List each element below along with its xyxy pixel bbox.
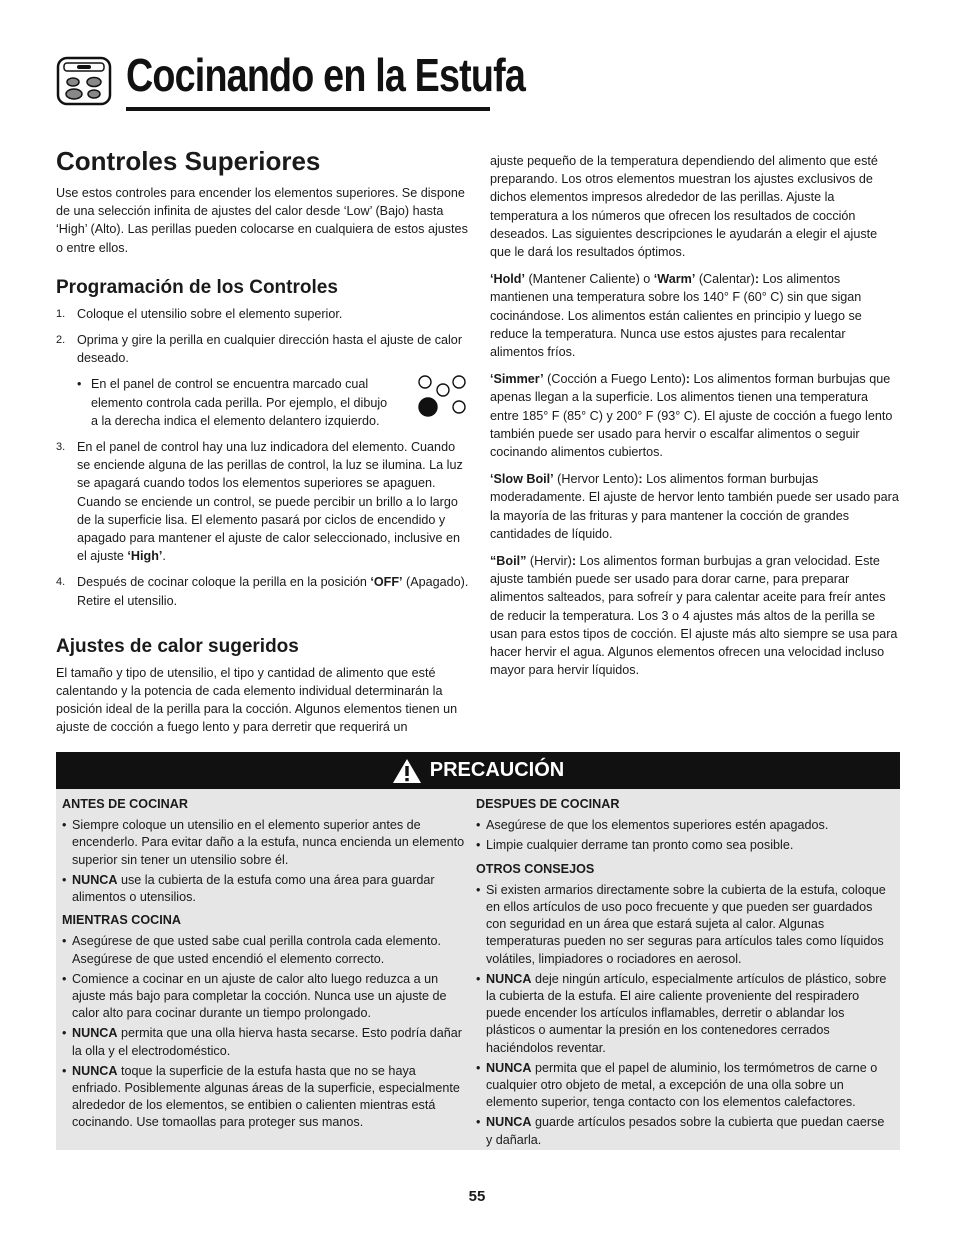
programming-steps [56, 305, 470, 368]
knob-indicator-note: • En el panel de control se encuentra marcado cual elemento controla cada perilla. Por ejemplo, el dibujo a la derecha indica el elemento delantero izquierdo. [56, 375, 470, 430]
list-item: • NUNCA permita que una olla hierva hasta secarse. Esto podría dañar la olla y el electrodoméstico. [62, 1025, 466, 1059]
title-underline [126, 107, 490, 111]
caution-left-column [62, 796, 466, 1138]
during-list [62, 933, 466, 1131]
step-2: 2. Oprima y gire la perilla en cualquier dirección hasta el ajuste de calor deseado. [56, 333, 463, 366]
cooktop-icon [56, 56, 112, 106]
left-column [56, 146, 470, 746]
after-heading: DESPUES DE COCINAR [476, 797, 620, 811]
list-item: • NUNCA permita que el papel de aluminio, los termómetros de carne o cualquier otro objeto de metal, a excepción de una olla sobre un elemento superior, tenga contacto con los elementos calefactores. [476, 1060, 894, 1112]
caution-box [56, 752, 900, 1150]
step-3: 3. En el panel de control hay una luz indicadora del elemento. Cuando se enciende alguna de las perillas de control, la luz se ilumina. La luz se apagará cuando todos los elementos superiores se apaguen. Cuando se enciende un control, se puede percibir un brillo a lo largo de la superficie lisa. El elemento pasará por ciclos de encendido y apagado para mantener el ajuste de calor seleccionado, inclusive en el ajuste ‘High’. [56, 440, 463, 564]
list-item: • Asegúrese de que usted sabe cual perilla controla cada elemento. Asegúrese de que usted encendió el elemento correcto. [62, 933, 466, 967]
list-item: • NUNCA toque la superficie de la estufa hasta que no se haya enfriado. Posiblemente algunas áreas de la superficie, especialmente alrededor de los elementos, se entibien o calienten mientras está cocinando. Use tomaollas para proteger sus manos. [62, 1063, 466, 1132]
before-list [62, 817, 466, 906]
page-number: 55 [468, 1188, 486, 1205]
during-heading: MIENTRAS COCINA [62, 913, 181, 928]
continuation-text: ajuste pequeño de la temperatura dependiendo del alimento que esté preparando. Los otros elementos muestran los ajustes exclusivos de dichos elementos impresos alrededor de las perillas. Ajuste la temperatura a los números que ofrecen los resultados de cocción deseados. Las siguientes descripciones le ayudarán a elegir el ajuste que le dará los resultados óptimos. [490, 154, 878, 260]
list-item: • NUNCA use la cubierta de la estufa como una área para guardar alimentos o utensilios. [62, 872, 466, 906]
page-header [56, 49, 526, 114]
setting-slow-boil: ‘Slow Boil’ (Hervor Lento): Los alimentos forman burbujas moderadamente. El ajuste de hervor lento también puede ser usado para la mayoría de las frituras y para mantener la cocción de grandes cantidades de líquido. [490, 472, 899, 541]
other-list [476, 882, 894, 1149]
suggested-title: Ajustes de calor sugeridos [56, 635, 299, 657]
step-1: 1. Coloque el utensilio sobre el elemento superior. [56, 306, 343, 321]
list-item: • Limpie cualquier derrame tan pronto como sea posible. [476, 837, 894, 854]
other-heading: OTROS CONSEJOS [476, 861, 595, 876]
setting-simmer: ‘Simmer’ (Cocción a Fuego Lento): Los alimentos forman burbujas que apenas llegan a la superficie. Los alimentos tienen una temperatura entre 185° F (85° C) y 200° F (93° C). El ajuste de cocción a fuego lento también puede ser usado para hervir o escalfar alimentos o seguir cocinando alimentos cubiertos. [490, 372, 893, 460]
list-item: • Comience a cocinar en un ajuste de calor alto luego reduzca a un ajuste más bajo para completar la cocción. Nunca use un ajuste de calor alto para cocinar durante un tiempo prolongado. [62, 971, 466, 1023]
page-title: Cocinando en la Estufa [126, 49, 526, 101]
list-item: • Si existen armarios directamente sobre la cubierta de la estufa, coloque en ellos artículos de uso poco frecuente y que pueden ser guardados con seguridad en un área que estará sujeta al calor. Algunas temperaturas pueden no ser seguras para artículos tales como líquidos volátiles, limpiadores o rociadores en aerosol. [476, 882, 894, 968]
programming-steps-cont [56, 438, 470, 610]
section-intro: Use estos controles para encender los elementos superiores. Se dispone de una selección infinita de ajustes del calor desde ‘Low’ (Bajo) hasta ‘High’ (Alto). Las perillas pueden colocarse en cualquiera de estos ajustes o entre ellos. [56, 186, 468, 255]
step-4: 4. Después de cocinar coloque la perilla en la posición ‘OFF’ (Apagado). Retire el utensilio. [56, 575, 469, 608]
after-list [476, 817, 894, 854]
setting-boil: “Boil” (Hervir): Los alimentos forman burbujas a gran velocidad. Este ajuste también puede ser usado para dorar carne, para preparar alimentos salteados, para sofreír y para calentar aceite para freír antes de reducir la temperatura. Los 3 o 4 ajustes más altos de la perilla se usan para estos tipos de cocción. El ajuste más alto siempre se usa para hacer hervir el agua. Algunos elementos ofrecen una velocidad incluso mayor para hervir líquidos. [490, 554, 898, 678]
right-column [490, 152, 900, 688]
programming-title: Programación de los Controles [56, 276, 338, 298]
caution-header [56, 752, 900, 789]
list-item: • Siempre coloque un utensilio en el elemento superior antes de encenderlo. Para evitar daño a la estufa, nunca encienda un elemento superior sin tener un utensilio sobre él. [62, 817, 466, 869]
setting-hold: ‘Hold’ (Mantener Caliente) o ‘Warm’ (Calentar): Los alimentos mantienen una temperatura sobre los 140° F (60° C) sin que sigan cocinándose. Los alimentos están calientes en principio y luego se reduce la temperatura. Nunca use estos ajustes para recalentar alimentos fríos. [490, 272, 862, 360]
caution-title: PRECAUCIÓN [429, 759, 565, 781]
list-item: • NUNCA guarde artículos pesados sobre la cubierta que puedan caerse y dañarla. [476, 1114, 894, 1148]
section-title: Controles Superiores [56, 146, 321, 176]
before-heading: ANTES DE COCINAR [62, 797, 188, 811]
suggested-text: El tamaño y tipo de utensilio, el tipo y cantidad de alimento que esté calentando y la potencia de cada elemento individual determinarán la posición ideal de la perilla para la cocción. Algunos elementos tienen un ajuste de cocción a fuego lento y para derretir que requerirá un [56, 665, 458, 735]
list-item: • NUNCA deje ningún artículo, especialmente artículos de plástico, sobre la cubierta de la estufa. El aire caliente proveniente del respiradero puede encender los artículos inflamables, derretir o ablandar los plásticos o aumentar la presión en los contenedores cerrados haciéndolos reventar. [476, 971, 894, 1057]
list-item: • Asegúrese de que los elementos superiores estén apagados. [476, 817, 894, 834]
caution-right-column [476, 796, 894, 1155]
knob-diagram-icon [414, 373, 470, 419]
warning-icon [392, 758, 422, 784]
